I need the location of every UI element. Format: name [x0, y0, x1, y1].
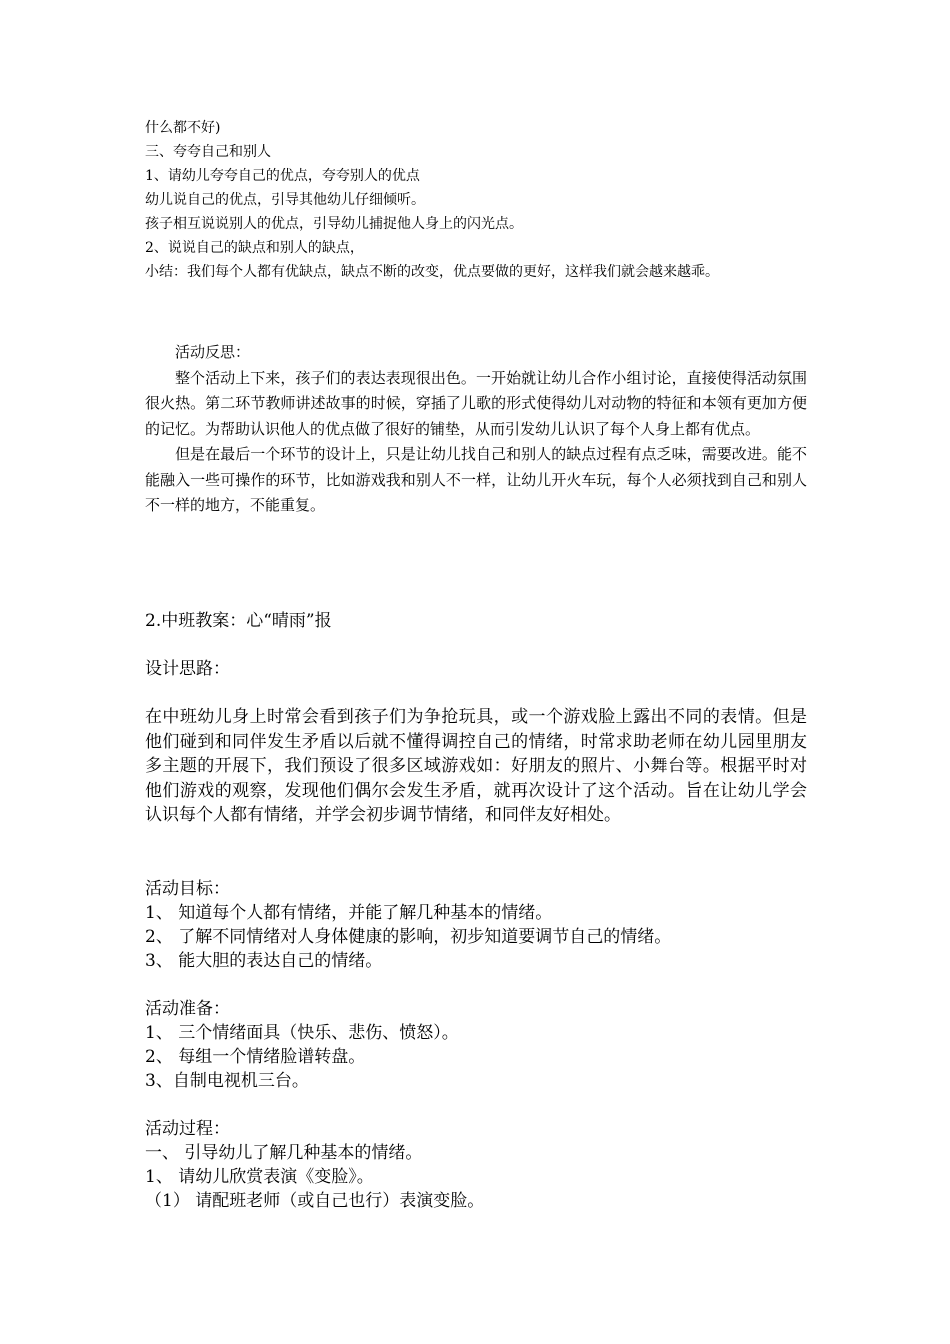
lesson-title-block — [145, 609, 815, 633]
goals-heading: 活动目标： — [145, 879, 230, 899]
prep-item: 2、 每组一个情绪脸谱转盘。 — [145, 1047, 366, 1067]
text-line: 1、请幼儿夸夸自己的优点，夸夸别人的优点 — [145, 168, 420, 184]
process-item: （1） 请配班老师（或自己也行）表演变脸。 — [145, 1191, 485, 1211]
goal-item: 2、 了解不同情绪对人身体健康的影响，初步知道要调节自己的情绪。 — [145, 927, 672, 947]
text-line: 什么都不好) — [145, 120, 221, 136]
prep-heading: 活动准备： — [145, 999, 230, 1019]
design-block — [145, 705, 807, 828]
section-praise — [145, 116, 815, 284]
goal-item: 1、 知道每个人都有情绪，并能了解几种基本的情绪。 — [145, 903, 553, 923]
section-heading: 三、夸夸自己和别人 — [145, 144, 271, 160]
design-heading-block — [145, 657, 815, 681]
reflection-paragraph: 整个活动上下来，孩子们的表达表现很出色。一开始就让幼儿合作小组讨论，直接使得活动氛围很火热。第二环节教师讲述故事的时候，穿插了儿歌的形式使得幼儿对动物的特征和本领有更加方便的记忆。为帮助认识他人的优点做了很好的铺垫，从而引发幼儿认识了每个人身上都有优点。 — [145, 368, 807, 438]
process-heading: 活动过程： — [145, 1119, 230, 1139]
lesson-title: 2.中班教案：心“晴雨”报 — [145, 611, 332, 631]
prep-item: 3、自制电视机三台。 — [145, 1071, 309, 1091]
goal-item: 3、 能大胆的表达自己的情绪。 — [145, 951, 383, 971]
text-line: 2、说说自己的缺点和别人的缺点， — [145, 240, 364, 256]
section-reflection — [145, 340, 807, 519]
text-line: 孩子相互说说别人的优点，引导幼儿捕捉他人身上的闪光点。 — [145, 216, 523, 232]
process-item: 一、 引导幼儿了解几种基本的情绪。 — [145, 1143, 423, 1163]
reflection-paragraph: 但是在最后一个环节的设计上，只是让幼儿找自己和别人的缺点过程有点乏味，需要改进。能不能融入一些可操作的环节，比如游戏我和别人不一样，让幼儿开火车玩，每个人必须找到自己和别人不一样的地方，不能重复。 — [145, 445, 807, 514]
design-heading: 设计思路： — [145, 659, 230, 679]
text-line: 幼儿说自己的优点，引导其他幼儿仔细倾听。 — [145, 192, 425, 208]
prep-block — [145, 997, 815, 1093]
process-block — [145, 1117, 815, 1213]
design-paragraph: 在中班幼儿身上时常会看到孩子们为争抢玩具，或一个游戏脸上露出不同的表情。但是他们碰到和同伴发生矛盾以后就不懂得调控自己的情绪，时常求助老师在幼儿园里朋友多主题的开展下，我们预设了很多区域游戏如：好朋友的照片、小舞台等。根据平时对他们游戏的观察，发现他们偶尔会发生矛盾，就再次设计了这个活动。旨在让幼儿学会认识每个人都有情绪，并学会初步调节情绪，和同伴友好相处。 — [145, 707, 807, 825]
process-item: 1、 请幼儿欣赏表演《变脸》。 — [145, 1167, 374, 1187]
summary-line: 小结：我们每个人都有优缺点，缺点不断的改变，优点要做的更好，这样我们就会越来越乖。 — [145, 264, 719, 280]
goals-block — [145, 877, 815, 973]
prep-item: 1、 三个情绪面具（快乐、悲伤、愤怒）。 — [145, 1023, 459, 1043]
reflection-heading: 活动反思： — [175, 343, 251, 361]
